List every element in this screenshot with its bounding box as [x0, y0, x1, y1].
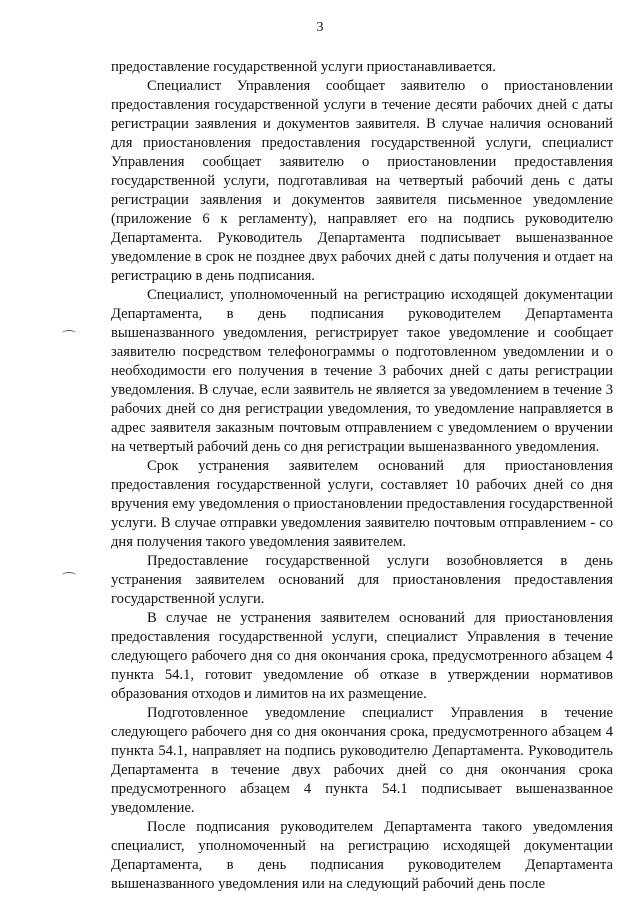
paragraph: Специалист, уполномоченный на регистрацию исходящей документации Департамента, в день подписания руководителем Департамента вышеназванного уведомления, регистрирует такое уведомление и сообщает заявителю посредством телефонограммы о подготовленном уведомлении и о необходимости его получения в течение 3 рабочих дней с даты регистрации уведомления. В случае, если заявитель не является за уведомлением в течение 3 рабочих дней со дня регистрации уведомления, то уведомление направляется в адрес заявителя заказным почтовым отправлением с уведомлением о вручении на четвертый рабочий день со дня регистрации вышеназванного уведомления. [111, 287, 613, 455]
document-body [111, 58, 613, 894]
paragraph: В случае не устранения заявителем оснований для приостановления предоставления государственной услуги, специалист Управления в течение следующего рабочего дня со дня окончания срока, предусмотренного абзацем 4 пункта 54.1, готовит уведомление об отказе в утверждении нормативов образования отходов и лимитов на их размещение. [111, 610, 613, 702]
page-number: 3 [316, 20, 324, 35]
margin-mark [62, 330, 76, 337]
paragraph: Предоставление государственной услуги возобновляется в день устранения заявителем оснований для приостановления предоставления государственной услуги. [111, 553, 613, 607]
paragraph-continuation: предоставление государственной услуги приостанавливается. [111, 59, 496, 75]
paragraph: Специалист Управления сообщает заявителю о приостановлении предоставления государственной услуги в течение десяти рабочих дней с даты регистрации заявления и документов заявителя. В случае наличия оснований для приостановления предоставления государственной услуги, специалист Управления сообщает заявителю о приостановлении предоставления государственной услуги, подготавливая на четвертый рабочий день с даты регистрации заявления и документов заявителя письменное уведомление (приложение 6 к регламенту), направляет его на подпись руководителю Департамента. Руководитель Департамента подписывает вышеназванное уведомление в срок не позднее двух рабочих дней с даты получения и отдает на регистрацию в день подписания. [111, 78, 613, 284]
paragraph: После подписания руководителем Департамента такого уведомления специалист, уполномоченный на регистрацию исходящей документации Департамента, в день подписания руководителем Департамента вышеназванного уведомления или на следующий рабочий день после [111, 819, 613, 892]
paragraph: Подготовленное уведомление специалист Управления в течение следующего рабочего дня со дня окончания срока, предусмотренного абзацем 4 пункта 54.1, направляет на подпись руководителю Департамента. Руководитель Департамента в течение двух рабочих дней со дня окончания срока предусмотренного абзацем 4 пункта 54.1 подписывает вышеназванное уведомление. [111, 705, 613, 816]
paragraph: Срок устранения заявителем оснований для приостановления предоставления государственной услуги, составляет 10 рабочих дней со дня вручения ему уведомления о приостановлении предоставления государственной услуги. В случае отправки уведомления заявителю почтовым отправлением - со дня получения такого уведомления заявителем. [111, 458, 613, 550]
margin-mark [62, 572, 76, 579]
